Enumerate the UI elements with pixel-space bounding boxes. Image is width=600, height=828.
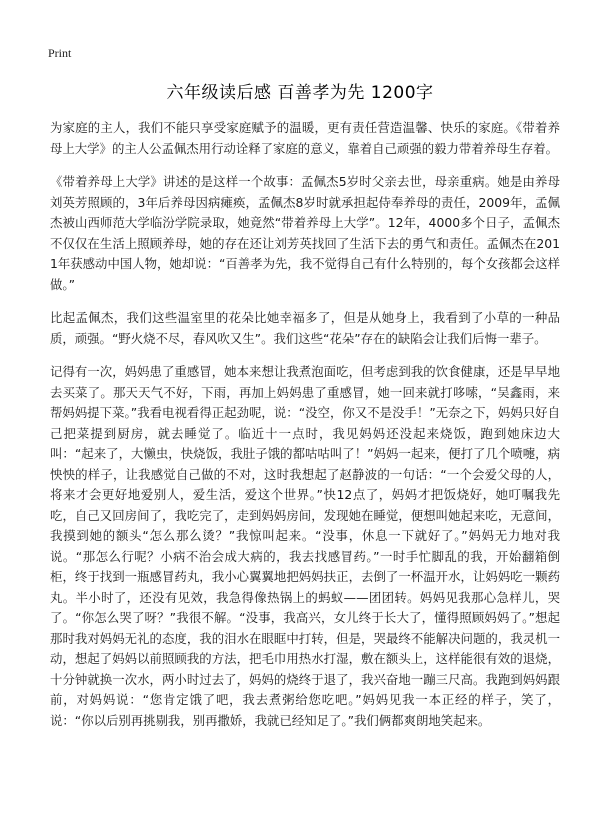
print-label: Print [48, 46, 72, 60]
page-title: 六年级读后感 百善孝为先 1200字 [166, 83, 434, 103]
paragraph-memory: 记得有一次，妈妈患了重感冒，她本来想让我煮泡面吃，但考虑到我的饮食健康，还是早早地去买菜了。那天天气不好，下雨，再加上妈妈患了重感冒，她一回来就打哆嗦，“吴鑫雨，来帮妈妈提下菜。”我看电视看得正起劲呢，说：“没空，你又不是没手！”无奈之下，妈妈只好自己把菜提到厨房，就去睡觉了。临近十一点时，我见妈妈还没起来烧饭，跑到她床边大叫：“起来了，大懒虫，快烧饭，我肚子饿的都咕咕叫了！”妈妈一起来，便打了几个喷嚏，病怏怏的样子，让我感觉自己做的不对，这时我想起了赵静波的一句话：“一个会爱父母的人，将来才会更好地爱别人，爱生活，爱这个世界。”快12点了，妈妈才把饭烧好，她叮嘱我先吃，自己又回房间了，我吃完了，走到妈妈房间，发现她在睡觉，便想叫她起来吃，无意间，我摸到她的额头“怎么那么烫？”我惊叫起来。“没事，休息一下就好了。”妈妈无力地对我说。“那怎么行呢？小病不治会成大病的，我去找感冒药。”一时手忙脚乱的我，开始翻箱倒柜，终于找到一瓶感冒药丸，我小心翼翼地把妈妈扶正，去倒了一杯温开水，让妈妈吃一颗药丸。半小时了，还没有见效，我急得像热锅上的蚂蚁——团团转。妈妈见我那心急样儿，哭了。“你怎么哭了呀？”我很不解。“没事，我高兴，女儿终于长大了，懂得照顾妈妈了。”想起那时我对妈妈无礼的态度，我的泪水在眼眶中打转，但是，哭最终不能解决问题的，我灵机一动，想起了妈妈以前照顾我的方法，把毛巾用热水打湿，敷在额头上，这样能很有效的退烧，十分钟就换一次水，两小时过去了，妈妈的烧终于退了，我兴奋地一蹦三尺高。我跑到妈妈跟前，对妈妈说：“您肯定饿了吧，我去煮粥给您吃吧。”妈妈见我一本正经的样子，笑了，说：“你以后别再挑剔我，别再撒娇，我就已经知足了。”我们俩都爽朗地笑起来。 [50, 364, 560, 728]
article-body [50, 118, 560, 744]
paragraph-intro: 为家庭的主人，我们不能只享受家庭赋予的温暖，更有责任营造温馨、快乐的家庭。《带着养母上大学》的主人公孟佩杰用行动诠释了家庭的意义，靠着自己顽强的毅力带着养母生存着。 [50, 120, 560, 156]
paragraph-comparison: 比起孟佩杰，我们这些温室里的花朵比她幸福多了，但是从她身上，我看到了小草的一种品质，顽强。“野火烧不尽，春风吹又生”。我们这些“花朵”存在的缺陷会让我们后悔一辈子。 [50, 310, 560, 346]
paragraph-story: 《带着养母上大学》讲述的是这样一个故事：孟佩杰5岁时父亲去世，母亲重病。她是由养母刘英芳照顾的，3年后养母因病瘫痪，孟佩杰8岁时就承担起侍奉养母的责任，2009年，孟佩杰被山西师范大学临汾学院录取，她竟然“带着养母上大学”。12年，4000多个日子，孟佩杰不仅仅在生活上照顾养母，她的存在还让刘芳英找回了生活下去的勇气和责任。孟佩杰在2011年获感动中国人物，她却说：“百善孝为先，我不觉得自己有什么特别的，每个女孩都会这样做。” [50, 174, 560, 292]
